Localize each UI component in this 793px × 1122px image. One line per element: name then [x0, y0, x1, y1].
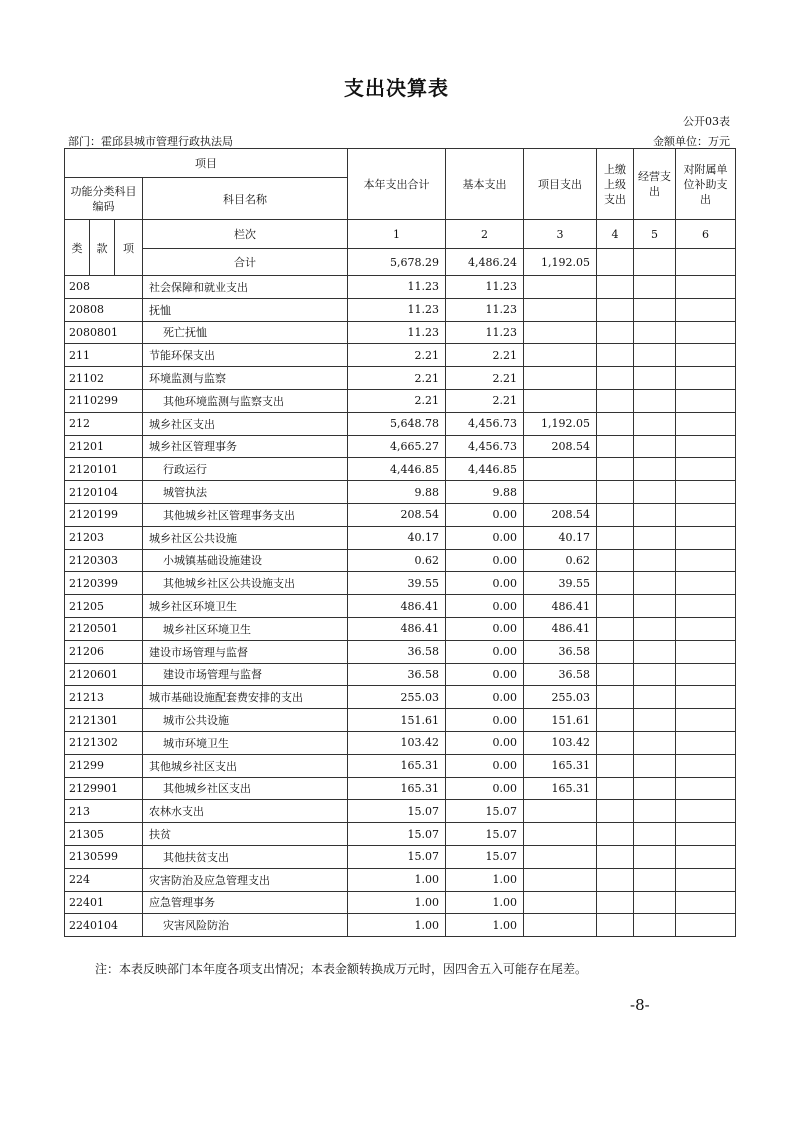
header-func-code: 功能分类科目编码 [65, 178, 143, 220]
row-total: 1.00 [348, 868, 446, 891]
row-project [524, 481, 597, 504]
row-total: 2.21 [348, 367, 446, 390]
row-code: 2110299 [65, 389, 143, 412]
row-upper [597, 298, 634, 321]
footnote: 注：本表反映部门本年度各项支出情况；本表金额转换成万元时，因四舍五入可能存在尾差。 [95, 962, 588, 976]
header-operating: 经营支出 [634, 149, 676, 220]
row-upper [597, 572, 634, 595]
row-basic: 0.00 [446, 617, 524, 640]
row-project [524, 321, 597, 344]
row-code: 2130599 [65, 845, 143, 868]
table-row [65, 891, 736, 914]
row-operating [634, 731, 676, 754]
row-code: 20808 [65, 298, 143, 321]
table-row [65, 777, 736, 800]
row-basic: 0.00 [446, 549, 524, 572]
row-code: 21203 [65, 526, 143, 549]
row-basic: 0.00 [446, 503, 524, 526]
row-project: 36.58 [524, 663, 597, 686]
row-project: 165.31 [524, 754, 597, 777]
row-operating [634, 298, 676, 321]
row-name: 小城镇基础设施建设 [143, 549, 348, 572]
row-operating [634, 845, 676, 868]
row-name: 农林水支出 [143, 800, 348, 823]
sum-project: 1,192.05 [524, 249, 597, 276]
row-operating [634, 617, 676, 640]
row-subsidy [676, 891, 736, 914]
row-upper [597, 595, 634, 618]
row-subsidy [676, 709, 736, 732]
row-basic: 2.21 [446, 389, 524, 412]
row-subsidy [676, 823, 736, 846]
row-upper [597, 458, 634, 481]
row-code: 21213 [65, 686, 143, 709]
row-code: 2080801 [65, 321, 143, 344]
row-subsidy [676, 663, 736, 686]
row-operating [634, 709, 676, 732]
row-code: 2121301 [65, 709, 143, 732]
row-total: 151.61 [348, 709, 446, 732]
row-code: 224 [65, 868, 143, 891]
row-total: 11.23 [348, 298, 446, 321]
row-subsidy [676, 800, 736, 823]
row-upper [597, 800, 634, 823]
row-total: 486.41 [348, 617, 446, 640]
row-total: 0.62 [348, 549, 446, 572]
row-basic: 0.00 [446, 754, 524, 777]
row-subsidy [676, 914, 736, 937]
row-code: 21305 [65, 823, 143, 846]
table-row [65, 845, 736, 868]
row-name: 城乡社区管理事务 [143, 435, 348, 458]
row-operating [634, 868, 676, 891]
row-name: 其他城乡社区管理事务支出 [143, 503, 348, 526]
row-subsidy [676, 640, 736, 663]
row-total: 36.58 [348, 663, 446, 686]
header-xiang: 项 [115, 220, 143, 276]
form-tag: 公开03表 [683, 115, 730, 128]
table-row [65, 389, 736, 412]
row-operating [634, 823, 676, 846]
row-code: 21102 [65, 367, 143, 390]
row-operating [634, 435, 676, 458]
row-code: 2120399 [65, 572, 143, 595]
row-operating [634, 276, 676, 299]
table-row [65, 823, 736, 846]
row-name: 城市公共设施 [143, 709, 348, 732]
row-name: 城管执法 [143, 481, 348, 504]
row-code: 21206 [65, 640, 143, 663]
row-code: 21299 [65, 754, 143, 777]
row-upper [597, 367, 634, 390]
row-total: 255.03 [348, 686, 446, 709]
row-total: 486.41 [348, 595, 446, 618]
header-kuan: 款 [90, 220, 115, 276]
row-name: 其他城乡社区支出 [143, 777, 348, 800]
col-num: 1 [348, 220, 446, 249]
row-project: 103.42 [524, 731, 597, 754]
row-upper [597, 435, 634, 458]
row-total: 11.23 [348, 276, 446, 299]
row-name: 其他扶贫支出 [143, 845, 348, 868]
row-upper [597, 412, 634, 435]
row-total: 2.21 [348, 344, 446, 367]
row-basic: 0.00 [446, 640, 524, 663]
row-name: 死亡抚恤 [143, 321, 348, 344]
row-project [524, 389, 597, 412]
header-project-expenditure: 项目支出 [524, 149, 597, 220]
row-operating [634, 800, 676, 823]
row-basic: 11.23 [446, 321, 524, 344]
row-upper [597, 526, 634, 549]
row-subsidy [676, 458, 736, 481]
row-project [524, 800, 597, 823]
table-row [65, 868, 736, 891]
row-operating [634, 526, 676, 549]
header-subject-name: 科目名称 [143, 178, 348, 220]
row-basic: 4,456.73 [446, 412, 524, 435]
row-name: 扶贫 [143, 823, 348, 846]
row-total: 36.58 [348, 640, 446, 663]
row-upper [597, 481, 634, 504]
row-name: 城乡社区公共设施 [143, 526, 348, 549]
row-upper [597, 914, 634, 937]
row-subsidy [676, 503, 736, 526]
row-basic: 0.00 [446, 572, 524, 595]
table-row [65, 412, 736, 435]
row-basic: 2.21 [446, 344, 524, 367]
row-upper [597, 344, 634, 367]
row-project [524, 276, 597, 299]
header-project: 项目 [65, 149, 348, 178]
table-row [65, 640, 736, 663]
row-code: 213 [65, 800, 143, 823]
row-code: 2240104 [65, 914, 143, 937]
row-upper [597, 321, 634, 344]
table-row [65, 458, 736, 481]
row-operating [634, 572, 676, 595]
row-subsidy [676, 298, 736, 321]
row-subsidy [676, 526, 736, 549]
row-project [524, 868, 597, 891]
row-operating [634, 777, 676, 800]
row-total: 1.00 [348, 914, 446, 937]
row-project: 255.03 [524, 686, 597, 709]
row-name: 城乡社区环境卫生 [143, 595, 348, 618]
row-name: 抚恤 [143, 298, 348, 321]
row-subsidy [676, 549, 736, 572]
row-upper [597, 686, 634, 709]
row-basic: 1.00 [446, 891, 524, 914]
row-name: 灾害风险防治 [143, 914, 348, 937]
row-upper [597, 640, 634, 663]
col-num: 6 [676, 220, 736, 249]
row-upper [597, 617, 634, 640]
row-code: 2120501 [65, 617, 143, 640]
row-subsidy [676, 412, 736, 435]
row-name: 城乡社区环境卫生 [143, 617, 348, 640]
row-upper [597, 663, 634, 686]
row-subsidy [676, 344, 736, 367]
row-operating [634, 412, 676, 435]
header-lei: 类 [65, 220, 90, 276]
row-code: 2120601 [65, 663, 143, 686]
row-operating [634, 549, 676, 572]
row-total: 39.55 [348, 572, 446, 595]
row-name: 环境监测与监察 [143, 367, 348, 390]
row-total: 103.42 [348, 731, 446, 754]
row-basic: 4,456.73 [446, 435, 524, 458]
row-code: 2120101 [65, 458, 143, 481]
sum-total: 5,678.29 [348, 249, 446, 276]
table-row [65, 298, 736, 321]
row-upper [597, 549, 634, 572]
row-operating [634, 686, 676, 709]
row-total: 2.21 [348, 389, 446, 412]
row-operating [634, 640, 676, 663]
sum-label: 合计 [143, 249, 348, 276]
row-operating [634, 367, 676, 390]
table-row [65, 800, 736, 823]
expenditure-table [64, 148, 736, 937]
row-total: 11.23 [348, 321, 446, 344]
row-upper [597, 389, 634, 412]
row-total: 40.17 [348, 526, 446, 549]
sum-basic: 4,486.24 [446, 249, 524, 276]
row-code: 2120104 [65, 481, 143, 504]
row-total: 208.54 [348, 503, 446, 526]
row-basic: 0.00 [446, 595, 524, 618]
row-basic: 0.00 [446, 709, 524, 732]
sum-operating [634, 249, 676, 276]
col-num: 3 [524, 220, 597, 249]
row-total: 4,665.27 [348, 435, 446, 458]
row-name: 其他环境监测与监察支出 [143, 389, 348, 412]
table-row [65, 595, 736, 618]
row-project [524, 845, 597, 868]
col-num: 2 [446, 220, 524, 249]
row-project: 208.54 [524, 435, 597, 458]
department-label: 部门：霍邱县城市管理行政执法局 [68, 135, 233, 148]
row-basic: 11.23 [446, 276, 524, 299]
row-basic: 0.00 [446, 731, 524, 754]
row-project: 39.55 [524, 572, 597, 595]
row-project: 486.41 [524, 595, 597, 618]
table-row [65, 572, 736, 595]
table-row [65, 617, 736, 640]
row-subsidy [676, 686, 736, 709]
row-basic: 0.00 [446, 663, 524, 686]
row-operating [634, 481, 676, 504]
row-basic: 2.21 [446, 367, 524, 390]
sum-upper [597, 249, 634, 276]
table-row [65, 435, 736, 458]
row-project [524, 458, 597, 481]
row-name: 其他城乡社区支出 [143, 754, 348, 777]
row-basic: 15.07 [446, 800, 524, 823]
row-upper [597, 845, 634, 868]
row-basic: 0.00 [446, 526, 524, 549]
table-row [65, 549, 736, 572]
header-upper: 上缴上级支出 [597, 149, 634, 220]
sum-subsidy [676, 249, 736, 276]
row-project [524, 823, 597, 846]
row-subsidy [676, 321, 736, 344]
row-project: 165.31 [524, 777, 597, 800]
row-basic: 9.88 [446, 481, 524, 504]
row-basic: 11.23 [446, 298, 524, 321]
row-project: 151.61 [524, 709, 597, 732]
row-subsidy [676, 754, 736, 777]
row-name: 建设市场管理与监督 [143, 663, 348, 686]
table-row [65, 321, 736, 344]
row-subsidy [676, 367, 736, 390]
row-code: 22401 [65, 891, 143, 914]
row-code: 211 [65, 344, 143, 367]
row-basic: 15.07 [446, 845, 524, 868]
row-subsidy [676, 435, 736, 458]
row-upper [597, 891, 634, 914]
row-code: 2120199 [65, 503, 143, 526]
row-project [524, 914, 597, 937]
row-project: 208.54 [524, 503, 597, 526]
row-subsidy [676, 572, 736, 595]
row-name: 行政运行 [143, 458, 348, 481]
page-title: 支出决算表 [344, 76, 449, 100]
table-row [65, 526, 736, 549]
row-operating [634, 503, 676, 526]
row-project [524, 344, 597, 367]
row-operating [634, 458, 676, 481]
row-basic: 0.00 [446, 777, 524, 800]
row-name: 节能环保支出 [143, 344, 348, 367]
table-row [65, 686, 736, 709]
row-upper [597, 503, 634, 526]
row-subsidy [676, 617, 736, 640]
row-total: 5,648.78 [348, 412, 446, 435]
unit-label: 金额单位：万元 [653, 135, 730, 148]
table-row [65, 754, 736, 777]
row-basic: 15.07 [446, 823, 524, 846]
row-total: 15.07 [348, 845, 446, 868]
row-operating [634, 389, 676, 412]
row-total: 1.00 [348, 891, 446, 914]
row-code: 2121302 [65, 731, 143, 754]
row-total: 4,446.85 [348, 458, 446, 481]
row-upper [597, 754, 634, 777]
col-num: 5 [634, 220, 676, 249]
row-code: 21205 [65, 595, 143, 618]
row-project [524, 891, 597, 914]
row-operating [634, 321, 676, 344]
row-upper [597, 823, 634, 846]
header-lanci: 栏次 [143, 220, 348, 249]
row-subsidy [676, 777, 736, 800]
row-subsidy [676, 389, 736, 412]
row-subsidy [676, 868, 736, 891]
row-subsidy [676, 276, 736, 299]
row-upper [597, 276, 634, 299]
table-row [65, 276, 736, 299]
row-project: 1,192.05 [524, 412, 597, 435]
row-subsidy [676, 731, 736, 754]
header-basic: 基本支出 [446, 149, 524, 220]
row-upper [597, 731, 634, 754]
row-subsidy [676, 845, 736, 868]
row-total: 9.88 [348, 481, 446, 504]
table-row [65, 663, 736, 686]
header-subsidy: 对附属单位补助支出 [676, 149, 736, 220]
row-basic: 4,446.85 [446, 458, 524, 481]
col-num: 4 [597, 220, 634, 249]
row-code: 208 [65, 276, 143, 299]
row-operating [634, 663, 676, 686]
header-total: 本年支出合计 [348, 149, 446, 220]
row-operating [634, 754, 676, 777]
row-upper [597, 868, 634, 891]
row-name: 城市基础设施配套费安排的支出 [143, 686, 348, 709]
row-name: 灾害防治及应急管理支出 [143, 868, 348, 891]
row-name: 城乡社区支出 [143, 412, 348, 435]
row-basic: 1.00 [446, 914, 524, 937]
row-project [524, 298, 597, 321]
row-upper [597, 709, 634, 732]
row-operating [634, 344, 676, 367]
row-total: 165.31 [348, 754, 446, 777]
page-number: -8- [630, 996, 650, 1014]
table-row [65, 731, 736, 754]
table-row [65, 344, 736, 367]
row-name: 社会保障和就业支出 [143, 276, 348, 299]
row-code: 2129901 [65, 777, 143, 800]
row-total: 15.07 [348, 823, 446, 846]
row-code: 2120303 [65, 549, 143, 572]
table-row [65, 481, 736, 504]
table-row [65, 503, 736, 526]
row-operating [634, 914, 676, 937]
table-row [65, 709, 736, 732]
row-code: 212 [65, 412, 143, 435]
row-name: 应急管理事务 [143, 891, 348, 914]
row-name: 建设市场管理与监督 [143, 640, 348, 663]
row-project: 486.41 [524, 617, 597, 640]
row-project [524, 367, 597, 390]
row-total: 15.07 [348, 800, 446, 823]
row-basic: 0.00 [446, 686, 524, 709]
row-total: 165.31 [348, 777, 446, 800]
row-project: 40.17 [524, 526, 597, 549]
table-row [65, 914, 736, 937]
row-project: 0.62 [524, 549, 597, 572]
row-upper [597, 777, 634, 800]
row-project: 36.58 [524, 640, 597, 663]
row-basic: 1.00 [446, 868, 524, 891]
row-operating [634, 891, 676, 914]
row-subsidy [676, 481, 736, 504]
row-name: 其他城乡社区公共设施支出 [143, 572, 348, 595]
table-row [65, 367, 736, 390]
row-operating [634, 595, 676, 618]
row-name: 城市环境卫生 [143, 731, 348, 754]
row-subsidy [676, 595, 736, 618]
row-code: 21201 [65, 435, 143, 458]
